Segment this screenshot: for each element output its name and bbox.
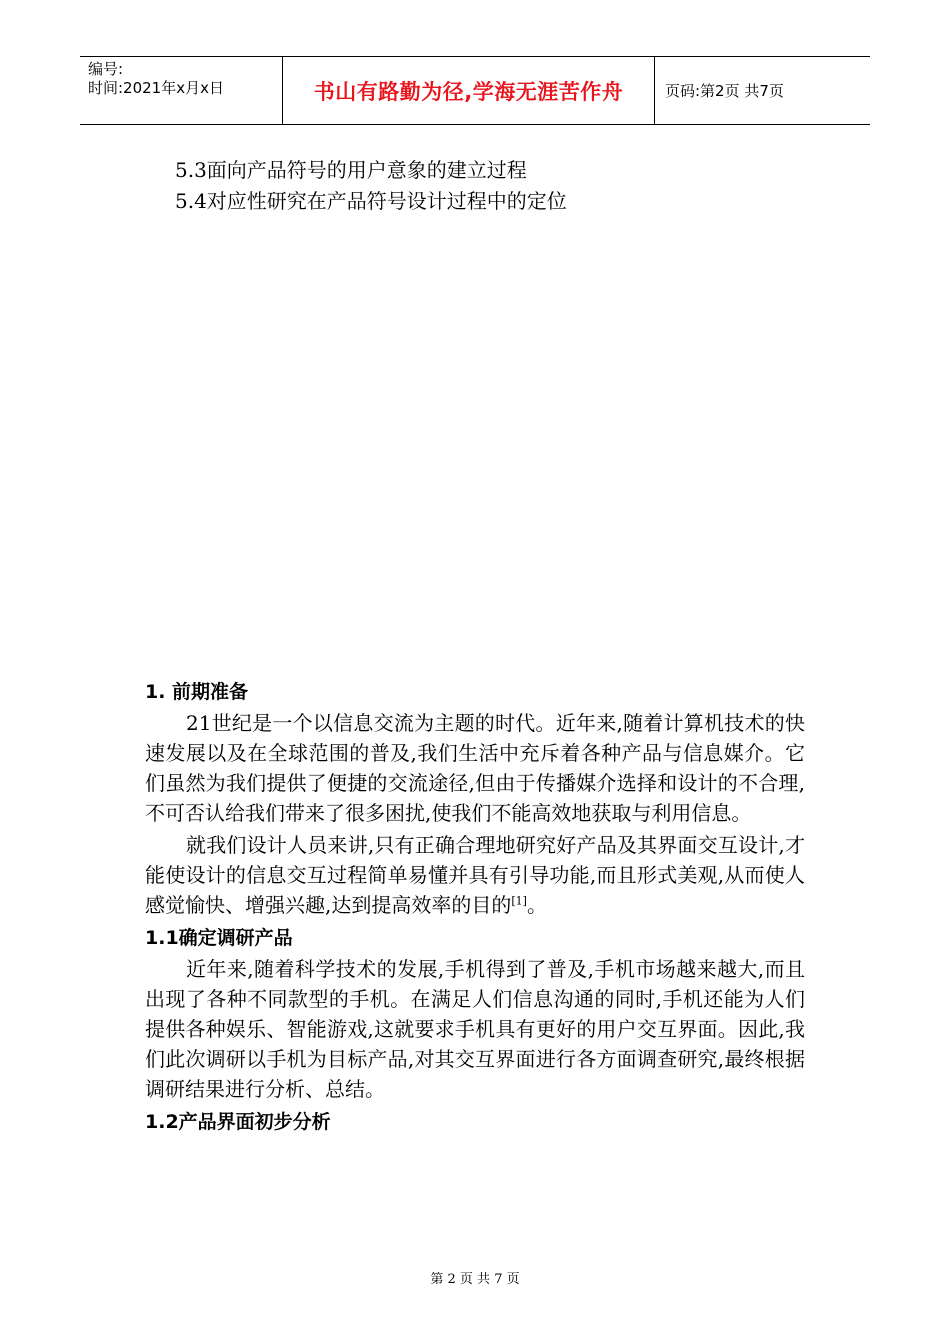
toc-item: 5.3面向产品符号的用户意象的建立过程 [175, 158, 527, 182]
paragraph: 近年来,随着科学技术的发展,手机得到了普及,手机市场越来越大,而且出现了各种不同款型的手机。在满足人们信息沟通的同时,手机还能为人们提供各种娱乐、智能游戏,这就要求手机具有更好的用户交互界面。因此,我们此次调研以手机为目标产品,对其交互界面进行各方面调查研究,最终根据调研结果进行分析、总结。 [145, 957, 805, 1101]
time-label: 时间:2021年x月x日 [88, 79, 224, 97]
header-meta [80, 57, 282, 124]
header-page-cell [655, 57, 870, 124]
motto-text: 书山有路勤为径,学海无涯苦作舟 [313, 79, 624, 104]
document-header [80, 56, 870, 125]
citation-marker: [1] [511, 894, 527, 908]
paragraph-end: 。 [526, 893, 547, 917]
paragraph [145, 830, 805, 920]
header-motto-cell [282, 57, 655, 124]
toc-item: 5.4对应性研究在产品符号设计过程中的定位 [175, 189, 567, 213]
page-label: 页码:第2页 共7页 [665, 82, 784, 100]
page-footer: 第 2 页 共 7 页 [430, 1272, 520, 1287]
section-heading: 1.1确定调研产品 [145, 927, 293, 949]
table-of-contents [175, 155, 567, 217]
paragraph-text: 就我们设计人员来讲,只有正确合理地研究好产品及其界面交互设计,才能使设计的信息交互过程简单易懂并具有引导功能,而且形式美观,从而使人感觉愉快、增强兴趣,达到提高效率的目的 [145, 833, 805, 917]
section-heading: 1. 前期准备 [145, 681, 249, 703]
section-heading: 1.2产品界面初步分析 [145, 1111, 331, 1133]
document-body [145, 676, 805, 1138]
paragraph: 21世纪是一个以信息交流为主题的时代。近年来,随着计算机技术的快速发展以及在全球范围的普及,我们生活中充斥着各种产品与信息媒介。它们虽然为我们提供了便捷的交流途径,但由于传播媒介选择和设计的不合理,不可否认给我们带来了很多困扰,使我们不能高效地获取与利用信息。 [145, 711, 805, 825]
number-label: 编号: [88, 60, 124, 78]
